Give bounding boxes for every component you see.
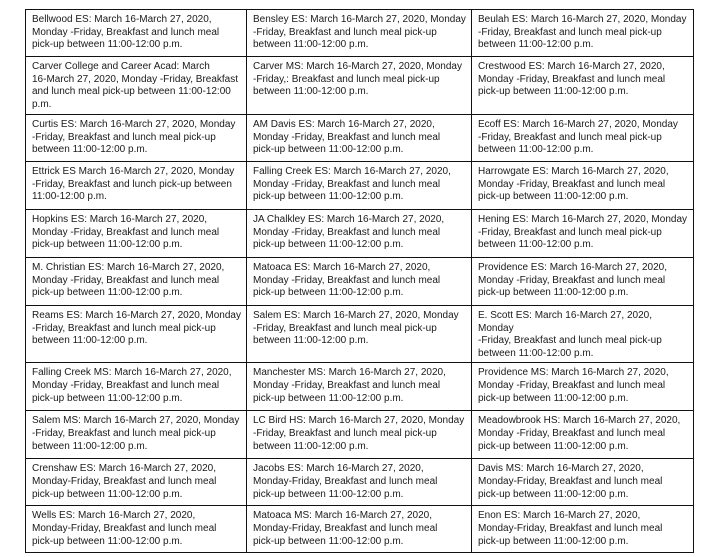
table-cell: Wells ES: March 16-March 27, 2020, Monday-Friday, Breakfast and lunch meal pick-up between 11:00-12:00 p.m. — [26, 506, 247, 553]
table-cell: Curtis ES: March 16-March 27, 2020, Monday -Friday, Breakfast and lunch meal pick-up between 11:00-12:00 p.m. — [26, 115, 247, 162]
table-row — [26, 506, 694, 553]
table-cell: Crenshaw ES: March 16-March 27, 2020, Monday-Friday, Breakfast and lunch meal pick-up between 11:00-12:00 p.m. — [26, 459, 247, 506]
table-cell: Bellwood ES: March 16-March 27, 2020, Monday -Friday, Breakfast and lunch meal pick-up between 11:00-12:00 p.m. — [26, 10, 247, 57]
table-cell: Salem MS: March 16-March 27, 2020, Monday -Friday, Breakfast and lunch meal pick-up between 11:00-12:00 p.m. — [26, 411, 247, 459]
table-cell: Providence ES: March 16-March 27, 2020, Monday -Friday, Breakfast and lunch meal pick-up between 11:00-12:00 p.m. — [472, 258, 694, 306]
table-row — [26, 411, 694, 459]
table-cell: M. Christian ES: March 16-March 27, 2020, Monday -Friday, Breakfast and lunch meal pick-up between 11:00-12:00 p.m. — [26, 258, 247, 306]
table-cell: JA Chalkley ES: March 16-March 27, 2020, Monday -Friday, Breakfast and lunch meal pick-up between 11:00-12:00 p.m. — [247, 210, 472, 258]
table-cell: Matoaca MS: March 16-March 27, 2020, Monday-Friday, Breakfast and lunch meal pick-up between 11:00-12:00 p.m. — [247, 506, 472, 553]
table-row — [26, 210, 694, 258]
table-cell: E. Scott ES: March 16-March 27, 2020, Monday -Friday, Breakfast and lunch meal pick-up between 11:00-12:00 p.m. — [472, 306, 694, 363]
table-cell: Ettrick ES March 16-March 27, 2020, Monday -Friday, Breakfast and lunch pick-up between 11:00-12:00 p.m. — [26, 162, 247, 210]
table-cell: Harrowgate ES: March 16-March 27, 2020, Monday -Friday, Breakfast and lunch meal pick-up between 11:00-12:00 p.m. — [472, 162, 694, 210]
table-cell: Jacobs ES: March 16-March 27, 2020, Monday-Friday, Breakfast and lunch meal pick-up between 11:00-12:00 p.m. — [247, 459, 472, 506]
table-row — [26, 57, 694, 115]
table-cell: Matoaca ES: March 16-March 27, 2020, Monday -Friday, Breakfast and lunch meal pick-up between 11:00-12:00 p.m. — [247, 258, 472, 306]
table-cell: Carver College and Career Acad: March 16-March 27, 2020, Monday -Friday, Breakfast and lunch meal pick-up between 11:00-12:00 p.m. — [26, 57, 247, 115]
table-cell: Carver MS: March 16-March 27, 2020, Monday -Friday,: Breakfast and lunch meal pick-up between 11:00-12:00 p.m. — [247, 57, 472, 115]
table-row — [26, 10, 694, 57]
table-row — [26, 306, 694, 363]
table-cell: Meadowbrook HS: March 16-March 27, 2020, Monday -Friday, Breakfast and lunch meal pick-up between 11:00-12:00 p.m. — [472, 411, 694, 459]
table-cell: Falling Creek MS: March 16-March 27, 2020, Monday -Friday, Breakfast and lunch meal pick-up between 11:00-12:00 p.m. — [26, 363, 247, 411]
meal-pickup-table — [25, 9, 694, 553]
table-cell: Bensley ES: March 16-March 27, 2020, Monday -Friday, Breakfast and lunch meal pick-up between 11:00-12:00 p.m. — [247, 10, 472, 57]
table-cell: Providence MS: March 16-March 27, 2020, Monday -Friday, Breakfast and lunch meal pick-up between 11:00-12:00 p.m. — [472, 363, 694, 411]
table-cell: Beulah ES: March 16-March 27, 2020, Monday -Friday, Breakfast and lunch meal pick-up between 11:00-12:00 p.m. — [472, 10, 694, 57]
table-cell: Ecoff ES: March 16-March 27, 2020, Monday -Friday, Breakfast and lunch meal pick-up between 11:00-12:00 p.m. — [472, 115, 694, 162]
table-row — [26, 115, 694, 162]
table-body — [26, 10, 694, 553]
table-cell: Enon ES: March 16-March 27, 2020, Monday-Friday, Breakfast and lunch meal pick-up between 11:00-12:00 p.m. — [472, 506, 694, 553]
table-cell: AM Davis ES: March 16-March 27, 2020, Monday -Friday, Breakfast and lunch meal pick-up between 11:00-12:00 p.m. — [247, 115, 472, 162]
table-row — [26, 459, 694, 506]
table-cell: Crestwood ES: March 16-March 27, 2020, Monday -Friday, Breakfast and lunch meal pick-up between 11:00-12:00 p.m. — [472, 57, 694, 115]
table-cell: Falling Creek ES: March 16-March 27, 2020, Monday -Friday, Breakfast and lunch meal pick-up between 11:00-12:00 p.m. — [247, 162, 472, 210]
table-cell: Salem ES: March 16-March 27, 2020, Monday -Friday, Breakfast and lunch meal pick-up between 11:00-12:00 p.m. — [247, 306, 472, 363]
table-cell: LC Bird HS: March 16-March 27, 2020, Monday -Friday, Breakfast and lunch meal pick-up between 11:00-12:00 p.m. — [247, 411, 472, 459]
table-cell: Hopkins ES: March 16-March 27, 2020, Monday -Friday, Breakfast and lunch meal pick-up between 11:00-12:00 p.m. — [26, 210, 247, 258]
table-row — [26, 162, 694, 210]
table-row — [26, 363, 694, 411]
table-cell: Manchester MS: March 16-March 27, 2020, Monday -Friday, Breakfast and lunch meal pick-up between 11:00-12:00 p.m. — [247, 363, 472, 411]
table-row — [26, 258, 694, 306]
table-cell: Reams ES: March 16-March 27, 2020, Monday -Friday, Breakfast and lunch meal pick-up between 11:00-12:00 p.m. — [26, 306, 247, 363]
table-cell: Hening ES: March 16-March 27, 2020, Monday -Friday, Breakfast and lunch meal pick-up between 11:00-12:00 p.m. — [472, 210, 694, 258]
table-cell: Davis MS: March 16-March 27, 2020, Monday-Friday, Breakfast and lunch meal pick-up between 11:00-12:00 p.m. — [472, 459, 694, 506]
